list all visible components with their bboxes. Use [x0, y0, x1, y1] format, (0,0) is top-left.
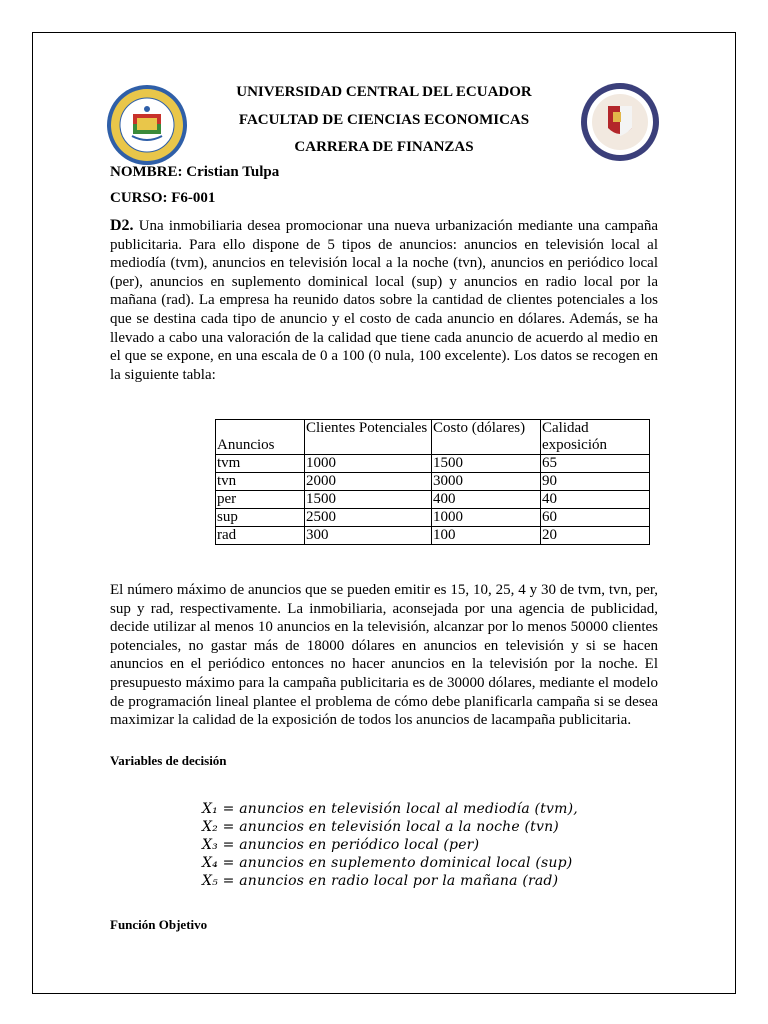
- cell-clients: 2000: [305, 473, 432, 491]
- table-header-row: [216, 420, 650, 455]
- objective-heading: Función Objetivo: [110, 917, 208, 932]
- table-row: [216, 509, 650, 527]
- header-clientes: Clientes Potenciales: [305, 420, 432, 455]
- career-title: CARRERA DE FINANZAS: [294, 139, 474, 155]
- cell-ad: tvn: [216, 473, 305, 491]
- cell-quality: 40: [541, 491, 650, 509]
- faculty-title: FACULTAD DE CIENCIAS ECONOMICAS: [238, 112, 530, 128]
- cell-ad: tvm: [216, 455, 305, 473]
- problem-label: D2.: [110, 217, 134, 234]
- variable-definition: X₄ = anuncios en suplemento dominical local (sup): [202, 855, 573, 871]
- cell-ad: sup: [216, 509, 305, 527]
- cell-quality: 65: [541, 455, 650, 473]
- cell-clients: 1000: [305, 455, 432, 473]
- cell-ad: rad: [216, 527, 305, 545]
- ads-table: [215, 419, 650, 545]
- student-name: NOMBRE: Cristian Tulpa: [110, 164, 280, 180]
- table-row: [216, 491, 650, 509]
- variable-definition: X₂ = anuncios en televisión local a la noche (tvn): [202, 819, 559, 835]
- problem-body: El número máximo de anuncios que se pueden emitir es 15, 10, 25, 4 y 30 de tvm, tvn, per, sup y rad, respectivamente. La inmobiliaria, aconsejada por una agencia de publicidad, decide utilizar al menos 10 anuncios en la televisión, alcanzar por lo menos 50000 clientes potenciales, no gastar más de 18000 dólares en anuncios en televisión y si se hacen anuncios en el periódico entonces no hacer anuncios en la televisión por la noche. El presupuesto máximo para la campaña publicitaria es de 30000 dólares, mediante el modelo de programación lineal plantee el problema de cómo debe planificarla campaña si se desea maximizar la calidad de la exposición de todos los anuncios de lacampaña publicitaria.: [110, 582, 658, 729]
- cell-quality: 90: [541, 473, 650, 491]
- header-costo: Costo (dólares): [432, 420, 541, 455]
- cell-clients: 1500: [305, 491, 432, 509]
- cell-clients: 300: [305, 527, 432, 545]
- variables-heading: Variables de decisión: [110, 753, 227, 768]
- problem-intro-text: Una inmobiliaria desea promocionar una nueva urbanización mediante una campaña publicitaria. Para ello dispone de 5 tipos de anuncios: anuncios en televisión local al mediodía (tvm), anuncios en televisión local a la noche (tvn), anuncios en periódico local (per), anuncios en suplemento dominical local (sup) y anuncios en radio local por la mañana (rad). La empresa ha reunido datos sobre la cantidad de clientes potenciales a los que se destina cada tipo de anuncio y el costo de cada anuncio en dólares. Además, se ha llevado a cabo una valoración de la calidad que tiene cada anuncio de acuerdo al medio en el que se expone, en una escala de 0 a 100 (0 nula, 100 excelente). Los datos se recogen en la siguiente tabla:: [110, 218, 659, 383]
- table-row: [216, 455, 650, 473]
- cell-cost: 1000: [432, 509, 541, 527]
- cell-cost: 1500: [432, 455, 541, 473]
- variable-definition: X₅ = anuncios en radio local por la mañana (rad): [202, 873, 559, 889]
- variable-definition: X₁ = anuncios en televisión local al mediodía (tvm),: [202, 801, 578, 817]
- cell-quality: 20: [541, 527, 650, 545]
- variable-definition: X₃ = anuncios en periódico local (per): [202, 837, 480, 853]
- table-row: [216, 473, 650, 491]
- cell-quality: 60: [541, 509, 650, 527]
- cell-cost: 100: [432, 527, 541, 545]
- header-anuncios: Anuncios: [216, 420, 305, 455]
- university-title: UNIVERSIDAD CENTRAL DEL ECUADOR: [236, 84, 532, 100]
- cell-cost: 400: [432, 491, 541, 509]
- table-row: [216, 527, 650, 545]
- problem-intro: [110, 217, 658, 384]
- cell-ad: per: [216, 491, 305, 509]
- course-code: CURSO: F6-001: [110, 190, 216, 206]
- header-calidad: Calidad exposición: [541, 420, 650, 455]
- variables-list: [202, 800, 578, 890]
- cell-clients: 2500: [305, 509, 432, 527]
- cell-cost: 3000: [432, 473, 541, 491]
